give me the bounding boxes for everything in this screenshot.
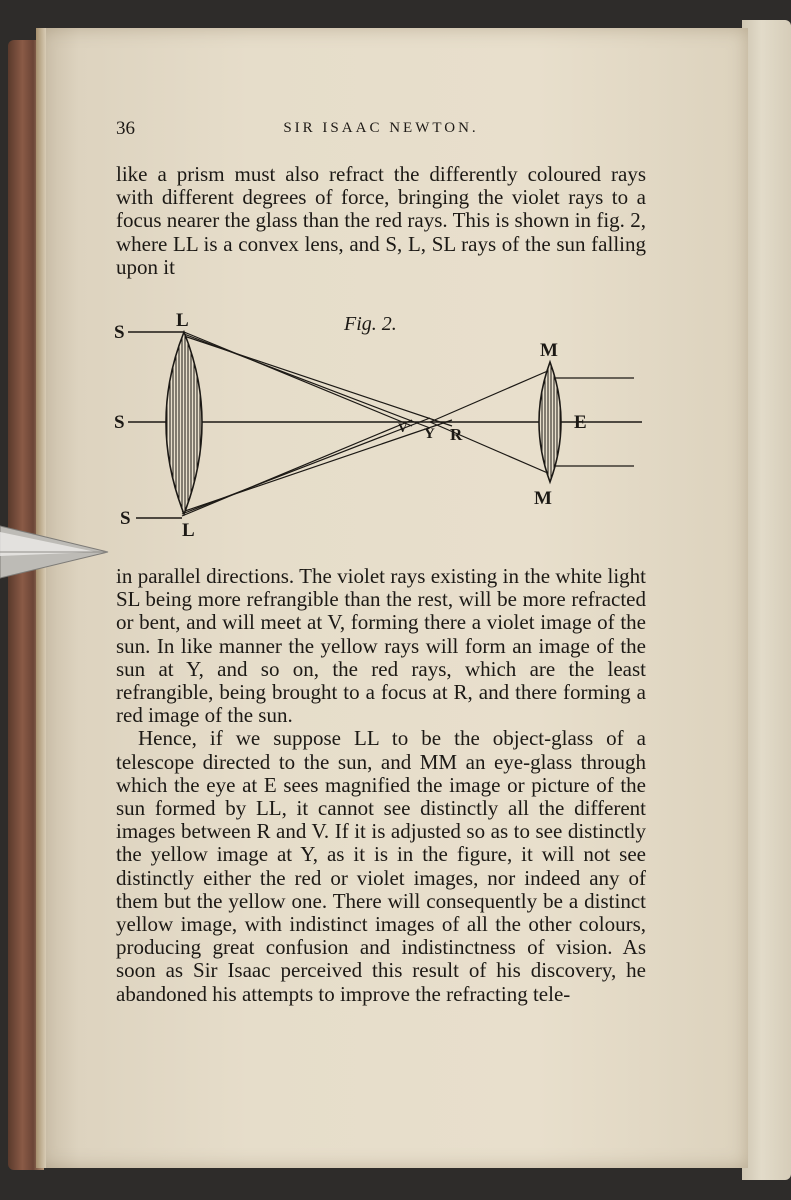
running-head: SIR ISAAC NEWTON. <box>283 120 479 136</box>
ray-diverge-bottom <box>430 422 550 474</box>
label-l-bottom: L <box>182 520 195 541</box>
label-v: V <box>398 420 408 435</box>
eye-lens <box>539 362 561 482</box>
figure-caption: Fig. 2. <box>344 313 397 335</box>
label-m-bottom: M <box>534 488 552 509</box>
upper-paragraph: like a prism must also refract the differently coloured rays with different degrees of force, bringing the violet rays to a focus nearer the glass than the red rays. This is shown in fig. 2, where LL is a convex lens, and S, L, SL rays of the sun falling upon it <box>116 162 646 279</box>
label-s-mid: S <box>114 412 125 433</box>
label-l-top: L <box>176 310 189 331</box>
objective-lens <box>166 332 202 514</box>
ray-top-violet <box>184 332 412 426</box>
page-pointer-blade <box>0 512 120 592</box>
page-header <box>116 118 646 148</box>
label-e: E <box>574 412 587 433</box>
lens-diagram <box>112 302 652 542</box>
label-r: R <box>450 425 463 444</box>
label-y: Y <box>424 426 435 442</box>
page-gutter <box>36 28 46 1168</box>
ray-diverge-top <box>430 370 550 422</box>
ray-top-yellow <box>184 334 430 428</box>
upper-text-block <box>116 163 646 279</box>
label-s-top: S <box>114 322 125 343</box>
ray-bottom-violet <box>182 420 412 516</box>
paragraph-parallel-directions: in parallel directions. The violet rays existing in the white light SL being more refrangible than the rest, will be more refracted or bent, and will meet at V, forming there a violet image of the sun. In like manner the yellow rays will form an image of the sun at Y, and so on, the red rays, which are the least refrangible, being brought to a focus at R, and there forming a red image of the sun. <box>116 564 646 728</box>
lower-text-block <box>116 565 646 1006</box>
paragraph-hence: Hence, if we suppose LL to be the object-glass of a telescope directed to the sun, and MM an eye-glass through which the eye at E sees magnified the image or picture of the sun formed by LL, it cannot see distinctly all the different images between R and V. If it is adjusted so as to see distinctly the yellow image at Y, as it is in the figure, it will not see distinctly either the red or violet images, nor indeed any of them but the yellow one. There will consequently be a distinct yellow image, with indistinct images of all the other colours, producing great confusion and indistinctness of vision. As soon as Sir Isaac perceived this result of his discovery, he abandoned his attempts to improve the refracting tele- <box>116 726 646 1006</box>
label-m-top: M <box>540 340 558 361</box>
label-s-bottom: S <box>120 508 131 529</box>
ray-bottom-yellow <box>182 418 430 514</box>
book-cover-right <box>742 20 791 1180</box>
page-number: 36 <box>116 118 135 139</box>
